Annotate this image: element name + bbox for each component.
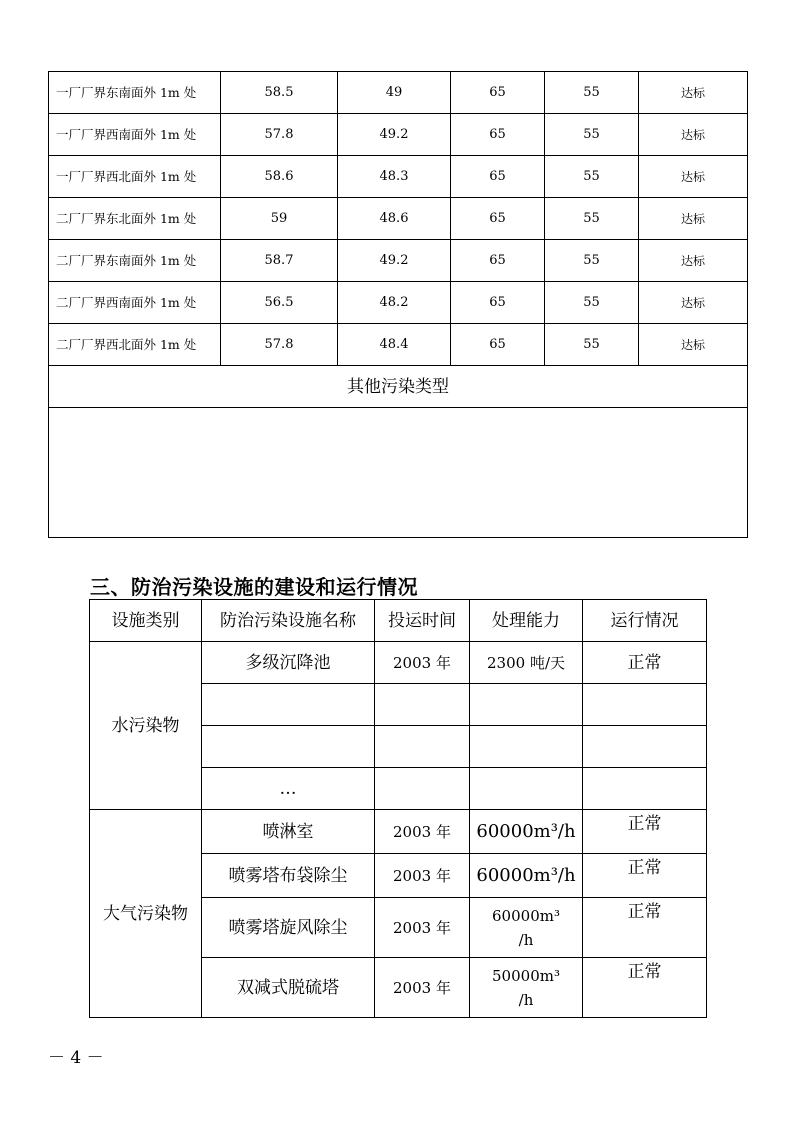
night-limit: 55	[545, 324, 639, 366]
night-limit: 55	[545, 114, 639, 156]
table-row	[49, 408, 748, 538]
night-value: 49.2	[338, 114, 451, 156]
table-row	[49, 114, 748, 156]
capacity-line: /h	[518, 930, 534, 949]
other-pollution-title: 其他污染类型	[49, 366, 748, 408]
empty-cell	[202, 726, 375, 768]
day-limit: 65	[451, 198, 545, 240]
table-row	[49, 198, 748, 240]
empty-cell	[202, 684, 375, 726]
compliance-result: 达标	[639, 72, 748, 114]
day-limit: 65	[451, 324, 545, 366]
night-value: 49	[338, 72, 451, 114]
facility-name: 喷雾塔布袋除尘	[202, 854, 375, 898]
empty-cell	[470, 684, 583, 726]
night-value: 49.2	[338, 240, 451, 282]
night-limit: 55	[545, 282, 639, 324]
night-limit: 55	[545, 198, 639, 240]
operation-status: 正常	[583, 958, 707, 1018]
facility-name: 喷雾塔旋风除尘	[202, 898, 375, 958]
monitoring-location: 二厂厂界西北面外 1m 处	[49, 324, 221, 366]
capacity	[470, 898, 583, 958]
day-value: 56.5	[221, 282, 338, 324]
operation-status: 正常	[583, 810, 707, 854]
day-value: 58.6	[221, 156, 338, 198]
day-value: 57.8	[221, 324, 338, 366]
column-header: 投运时间	[375, 600, 470, 642]
column-header: 防治污染设施名称	[202, 600, 375, 642]
column-header: 运行情况	[583, 600, 707, 642]
facility-category: 大气污染物	[90, 810, 202, 1018]
operation-year: 2003 年	[375, 958, 470, 1018]
day-limit: 65	[451, 282, 545, 324]
day-limit: 65	[451, 240, 545, 282]
capacity	[470, 958, 583, 1018]
column-header: 处理能力	[470, 600, 583, 642]
compliance-result: 达标	[639, 156, 748, 198]
night-limit: 55	[545, 156, 639, 198]
operation-year: 2003 年	[375, 642, 470, 684]
night-value: 48.4	[338, 324, 451, 366]
compliance-result: 达标	[639, 282, 748, 324]
operation-status: 正常	[583, 642, 707, 684]
capacity-line: /h	[518, 990, 534, 1009]
operation-year: 2003 年	[375, 810, 470, 854]
day-value: 58.5	[221, 72, 338, 114]
compliance-result: 达标	[639, 324, 748, 366]
capacity: 60000m³/h	[470, 810, 583, 854]
ellipsis: …	[202, 768, 375, 810]
table-row	[49, 366, 748, 408]
operation-year: 2003 年	[375, 898, 470, 958]
night-limit: 55	[545, 240, 639, 282]
monitoring-location: 二厂厂界东南面外 1m 处	[49, 240, 221, 282]
capacity: 60000m³/h	[470, 854, 583, 898]
monitoring-location: 二厂厂界东北面外 1m 处	[49, 198, 221, 240]
compliance-result: 达标	[639, 198, 748, 240]
night-value: 48.2	[338, 282, 451, 324]
empty-cell	[375, 726, 470, 768]
night-value: 48.3	[338, 156, 451, 198]
facility-table	[89, 599, 707, 1018]
day-limit: 65	[451, 72, 545, 114]
facility-name: 双减式脱硫塔	[202, 958, 375, 1018]
table-header-row	[90, 600, 707, 642]
day-value: 58.7	[221, 240, 338, 282]
monitoring-location: 一厂厂界西北面外 1m 处	[49, 156, 221, 198]
day-value: 57.8	[221, 114, 338, 156]
compliance-result: 达标	[639, 114, 748, 156]
table-row	[49, 240, 748, 282]
empty-cell	[470, 768, 583, 810]
monitoring-location: 二厂厂界西南面外 1m 处	[49, 282, 221, 324]
day-value: 59	[221, 198, 338, 240]
table-row	[49, 72, 748, 114]
empty-cell	[375, 684, 470, 726]
capacity: 2300 吨/天	[470, 642, 583, 684]
facility-category: 水污染物	[90, 642, 202, 810]
night-value: 48.6	[338, 198, 451, 240]
facility-name: 多级沉降池	[202, 642, 375, 684]
empty-cell	[375, 768, 470, 810]
capacity-line: 50000m³	[492, 966, 560, 985]
capacity-line: 60000m³	[492, 906, 560, 925]
table-row	[49, 324, 748, 366]
other-pollution-content	[49, 408, 748, 538]
operation-status: 正常	[583, 898, 707, 958]
section-heading: 三、防治污染设施的建设和运行情况	[90, 575, 418, 599]
facility-name: 喷淋室	[202, 810, 375, 854]
empty-cell	[583, 768, 707, 810]
table-row	[90, 810, 707, 854]
empty-cell	[583, 726, 707, 768]
day-limit: 65	[451, 114, 545, 156]
empty-cell	[583, 684, 707, 726]
empty-cell	[470, 726, 583, 768]
operation-status: 正常	[583, 854, 707, 898]
night-limit: 55	[545, 72, 639, 114]
day-limit: 65	[451, 156, 545, 198]
page-number: － 4 －	[48, 1048, 104, 1068]
monitoring-location: 一厂厂界东南面外 1m 处	[49, 72, 221, 114]
table-row	[49, 282, 748, 324]
compliance-result: 达标	[639, 240, 748, 282]
operation-year: 2003 年	[375, 854, 470, 898]
table-row	[90, 642, 707, 684]
column-header: 设施类别	[90, 600, 202, 642]
table-row	[49, 156, 748, 198]
monitoring-location: 一厂厂界西南面外 1m 处	[49, 114, 221, 156]
noise-monitoring-table	[48, 71, 748, 538]
